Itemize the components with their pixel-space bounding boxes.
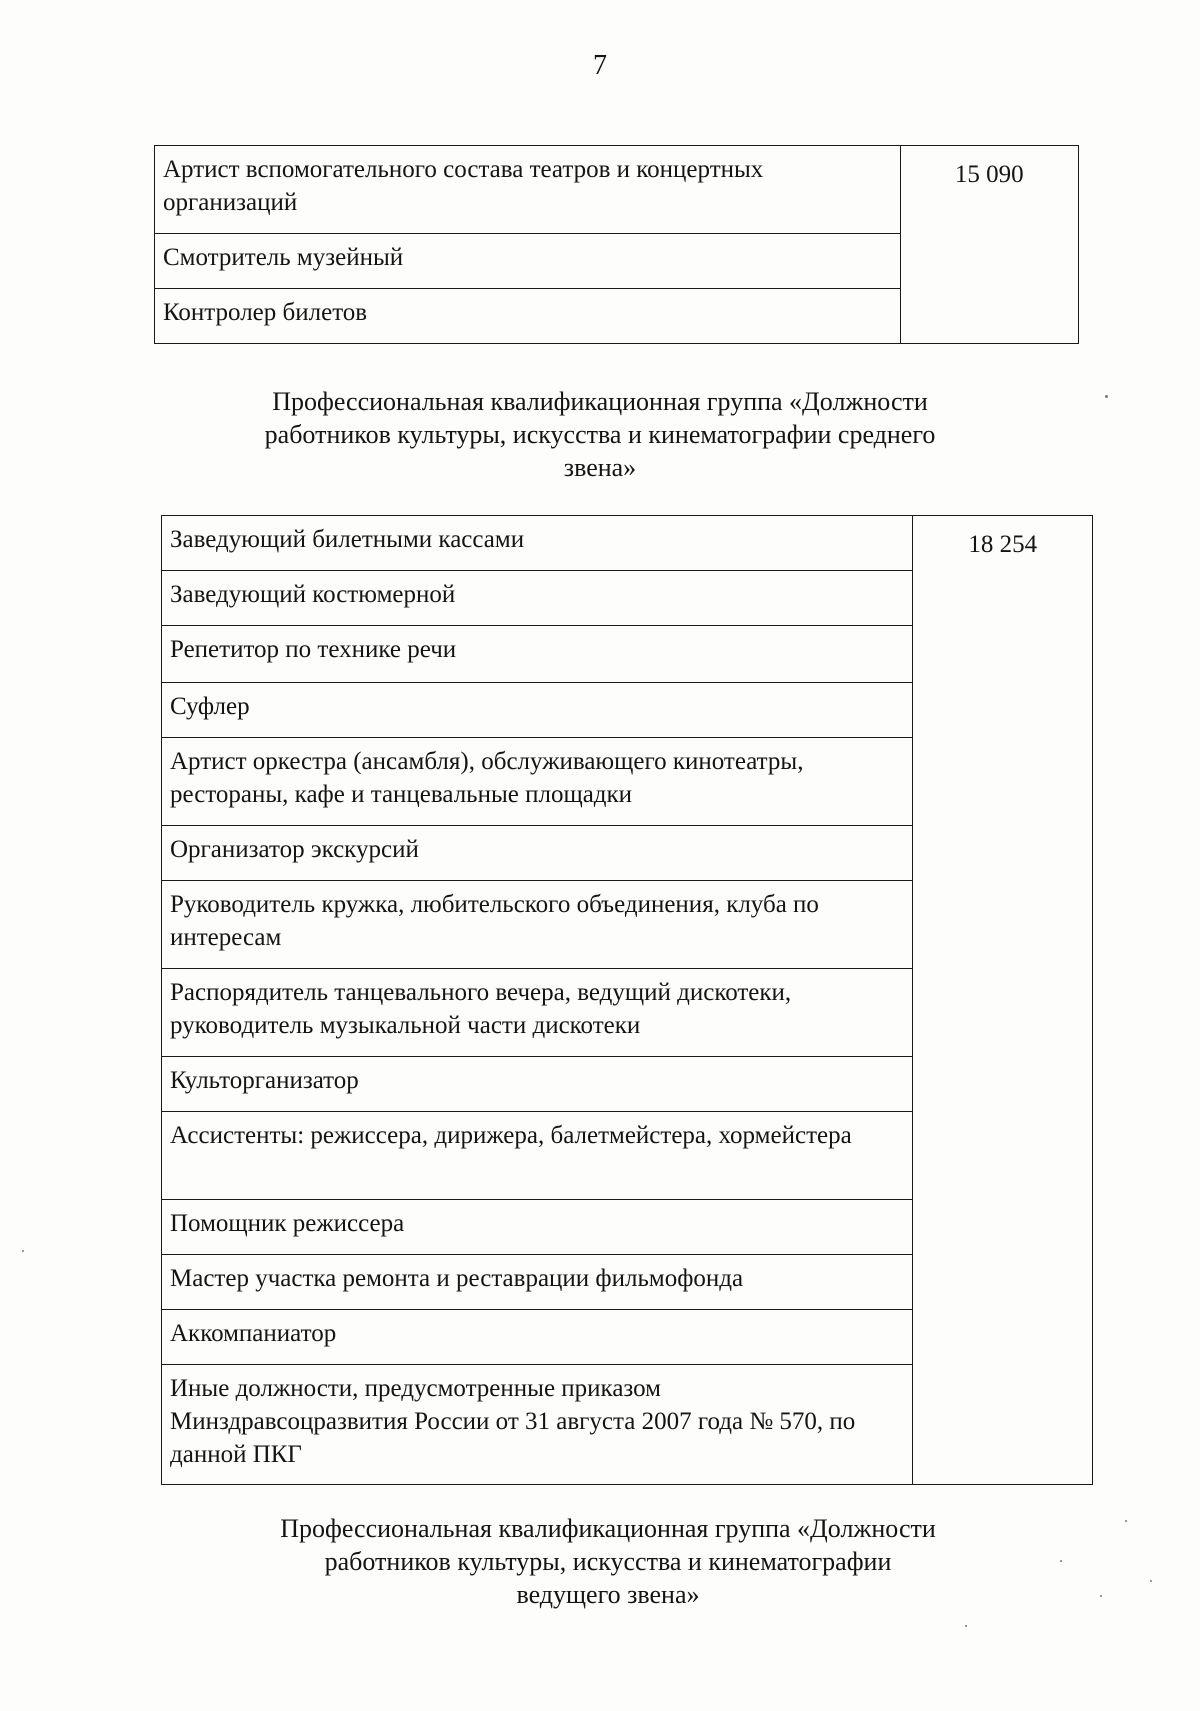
scan-speck: [1060, 1560, 1062, 1562]
page-number: 7: [593, 50, 607, 81]
scan-speck: [1125, 1520, 1127, 1522]
position-cell: Аккомпаниатор: [162, 1310, 913, 1365]
position-cell: Иные должности, предусмотренные приказом Минздравсоцразвития России от 31 августа 2007 года № 570, по данной ПКГ: [162, 1365, 913, 1485]
position-cell: Контролер билетов: [155, 289, 901, 344]
heading-line: Профессиональная квалификационная группа «Должности: [272, 387, 928, 416]
position-cell: Мастер участка ремонта и реставрации фильмофонда: [162, 1255, 913, 1310]
position-cell: Суфлер: [162, 683, 913, 738]
scan-speck: [22, 1250, 24, 1252]
heading-line: звена»: [563, 453, 637, 482]
salary-table-middle-tier: [161, 515, 1093, 1485]
salary-table-first-group: [154, 145, 1079, 344]
table-row: [155, 146, 1079, 234]
position-cell: Руководитель кружка, любительского объединения, клуба по интересам: [162, 881, 913, 969]
heading-line: ведущего звена»: [516, 1580, 700, 1609]
group-heading-lead-tier: [8, 1512, 1200, 1611]
position-cell: Ассистенты: режиссера, дирижера, балетмейстера, хормейстера: [162, 1112, 913, 1200]
heading-line: работников культуры, искусства и кинематографии: [324, 1547, 892, 1576]
heading-line: Профессиональная квалификационная группа «Должности: [280, 1514, 936, 1543]
position-cell: Распорядитель танцевального вечера, ведущий дискотеки, руководитель музыкальной части дискотеки: [162, 969, 913, 1057]
position-cell: Помощник режиссера: [162, 1200, 913, 1255]
position-cell: Артист оркестра (ансамбля), обслуживающего кинотеатры, рестораны, кафе и танцевальные площадки: [162, 738, 913, 826]
position-cell: Артист вспомогательного состава театров и концертных организаций: [155, 146, 901, 234]
table2-body: [162, 516, 1093, 1485]
scan-speck: [1105, 395, 1108, 398]
scan-speck: [1100, 1595, 1102, 1597]
table-row: [162, 516, 1093, 571]
position-cell: Заведующий костюмерной: [162, 571, 913, 626]
table1-body: [155, 146, 1079, 344]
position-cell: Заведующий билетными кассами: [162, 516, 913, 571]
position-cell: Репетитор по технике речи: [162, 626, 913, 683]
salary-cell: 15 090: [900, 146, 1078, 344]
position-cell: Культорганизатор: [162, 1057, 913, 1112]
heading-line: работников культуры, искусства и кинематографии среднего: [264, 420, 936, 449]
scan-speck: [965, 1625, 967, 1627]
salary-cell: 18 254: [913, 516, 1093, 1485]
position-cell: Организатор экскурсий: [162, 826, 913, 881]
position-cell: Смотритель музейный: [155, 234, 901, 289]
group-heading-middle-tier: [0, 385, 1200, 484]
scan-speck: [1150, 1580, 1152, 1582]
